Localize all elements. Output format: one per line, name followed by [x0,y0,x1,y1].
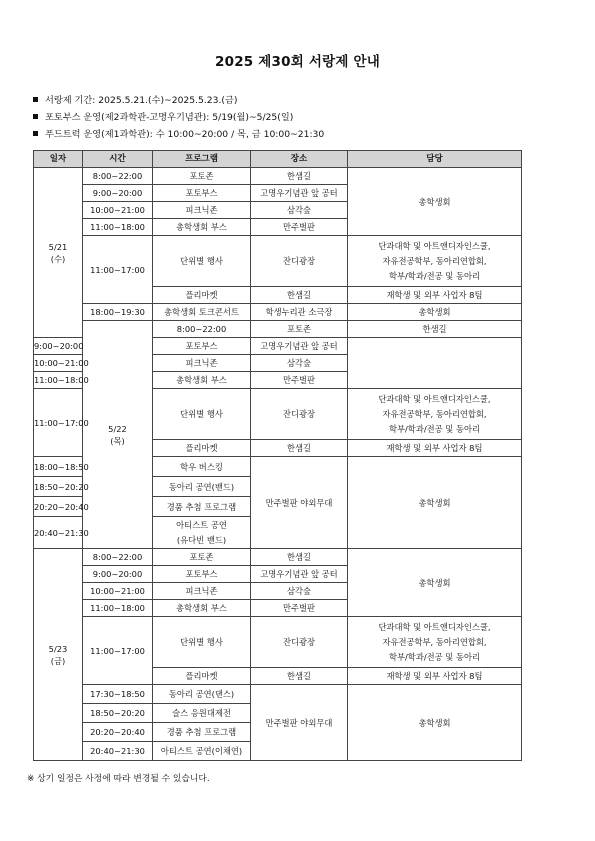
time-cell: 8:00~22:00 [83,549,153,566]
table-row [34,617,522,668]
program-cell: 동아리 공연(댄스) [153,685,251,704]
table-header-row [34,151,522,168]
time-cell: 9:00~20:00 [83,185,153,202]
place-cell: 한샘길 [251,440,348,457]
time-cell: 18:00~18:50 [34,457,83,477]
program-cell: 경품 추첨 프로그램 [153,497,251,517]
time-cell: 20:40~21:30 [83,742,153,761]
info-item-photobooth: 포토부스 운영(제2과학관-고명우기념관): 5/19(월)~5/25(일) [33,109,324,126]
program-cell: 플리마켓 [153,440,251,457]
manager-cell: 단과대학 및 아트앤디자인스쿨, 자유전공학부, 동아리연합회, 학부/학과/전공 및 동아리 [348,389,522,440]
time-cell: 11:00~18:00 [34,372,83,389]
header-date: 일자 [34,151,83,168]
time-cell: 11:00~18:00 [83,600,153,617]
time-cell: 11:00~17:00 [34,389,83,457]
program-cell: 포토부스 [153,338,251,355]
time-cell: 18:50~20:20 [34,477,83,497]
date-cell: 5/21 (수) [34,168,83,338]
place-cell: 고명우기념관 앞 공터 [251,185,348,202]
program-cell: 플리마켓 [153,287,251,304]
time-cell: 20:40~21:30 [34,517,83,549]
place-cell: 한샘길 [251,668,348,685]
place-cell: 만주벌판 [251,372,348,389]
square-bullet-icon [33,97,38,102]
place-cell: 고명우기념관 앞 공터 [251,566,348,583]
footnote: ※ 상기 일정은 사정에 따라 변경될 수 있습니다. [27,774,210,784]
place-cell: 한샘길 [251,287,348,304]
program-cell: 총학생회 부스 [153,600,251,617]
place-cell: 만주벌판 야외무대 [251,685,348,761]
table-row [34,321,522,338]
program-cell: 단위별 행사 [153,617,251,668]
manager-cell: 재학생 및 외부 사업자 8팀 [348,287,522,304]
header-program: 프로그램 [153,151,251,168]
square-bullet-icon [33,131,38,136]
table-row [34,304,522,321]
time-cell: 9:00~20:00 [83,566,153,583]
schedule-table [33,150,522,761]
program-cell: 총학생회 토크콘서트 [153,304,251,321]
program-cell: 포토부스 [153,185,251,202]
place-cell: 학생누리관 소극장 [251,304,348,321]
time-cell: 17:30~18:50 [83,685,153,704]
time-cell: 11:00~17:00 [83,617,153,685]
table-row [34,236,522,287]
place-cell: 잔디광장 [251,236,348,287]
program-cell: 포토부스 [153,566,251,583]
manager-cell: 재학생 및 외부 사업자 8팀 [348,440,522,457]
manager-cell: 총학생회 [348,457,522,549]
place-cell: 만주벌판 [251,600,348,617]
square-bullet-icon [33,114,38,119]
time-cell: 20:20~20:40 [83,723,153,742]
program-cell: 포토존 [153,549,251,566]
manager-cell: 단과대학 및 아트앤디자인스쿨, 자유전공학부, 동아리연합회, 학부/학과/전공 및 동아리 [348,236,522,287]
program-cell: 플리마켓 [153,668,251,685]
manager-cell: 총학생회 [348,168,522,236]
time-cell: 10:00~21:00 [34,355,83,372]
place-cell: 한샘길 [251,549,348,566]
program-cell: 피크닉존 [153,355,251,372]
place-cell: 만주벌판 [251,219,348,236]
program-cell: 총학생회 부스 [153,219,251,236]
manager-cell: 단과대학 및 아트앤디자인스쿨, 자유전공학부, 동아리연합회, 학부/학과/전공 및 동아리 [348,617,522,668]
page-title: 2025 제30회 서랑제 안내 [215,54,380,70]
date-cell: 5/22 (목) [83,321,153,549]
date-cell: 5/23 (금) [34,549,83,761]
place-cell: 삼각숲 [251,202,348,219]
program-cell: 단위별 행사 [153,236,251,287]
place-cell: 잔디광장 [251,389,348,440]
time-cell: 18:50~20:20 [83,704,153,723]
manager-cell: 총학생회 [348,685,522,761]
time-cell: 9:00~20:00 [34,338,83,355]
header-place: 장소 [251,151,348,168]
program-cell: 총학생회 부스 [153,372,251,389]
manager-cell: 총학생회 [348,304,522,321]
program-cell: 동아리 공연(밴드) [153,477,251,497]
table-row [34,549,522,566]
program-cell: 학우 버스킹 [153,457,251,477]
info-item-period: 서랑제 기간: 2025.5.21.(수)~2025.5.23.(금) [33,92,324,109]
program-cell: 피크닉존 [153,583,251,600]
info-list [33,92,324,143]
place-cell: 삼각숲 [251,355,348,372]
table-row [34,685,522,704]
place-cell: 한샘길 [348,321,522,338]
time-cell: 11:00~17:00 [83,236,153,304]
program-cell: 단위별 행사 [153,389,251,440]
place-cell: 고명우기념관 앞 공터 [251,338,348,355]
time-cell: 8:00~22:00 [83,168,153,185]
place-cell: 삼각숲 [251,583,348,600]
time-cell: 10:00~21:00 [83,202,153,219]
time-cell: 8:00~22:00 [153,321,251,338]
program-cell: 경품 추첨 프로그램 [153,723,251,742]
program-cell: 피크닉존 [153,202,251,219]
time-cell: 10:00~21:00 [83,583,153,600]
manager-cell: 재학생 및 외부 사업자 8팀 [348,668,522,685]
place-cell: 한샘길 [251,168,348,185]
program-cell: 아티스트 공연(이채연) [153,742,251,761]
program-cell: 포토존 [153,168,251,185]
manager-cell: 총학생회 [348,549,522,617]
place-cell: 잔디광장 [251,617,348,668]
info-item-foodtruck: 푸드트럭 운영(제1과학관): 수 10:00~20:00 / 목, 금 10:00~21:30 [33,126,324,143]
header-time: 시간 [83,151,153,168]
program-cell: 슬스 응원대제전 [153,704,251,723]
place-cell: 만주벌판 야외무대 [251,457,348,549]
time-cell: 11:00~18:00 [83,219,153,236]
header-manager: 담당 [348,151,522,168]
time-cell: 18:00~19:30 [83,304,153,321]
time-cell: 20:20~20:40 [34,497,83,517]
program-cell: 아티스트 공연 (유다빈 밴드) [153,517,251,549]
program-cell: 포토존 [251,321,348,338]
table-row [34,168,522,185]
